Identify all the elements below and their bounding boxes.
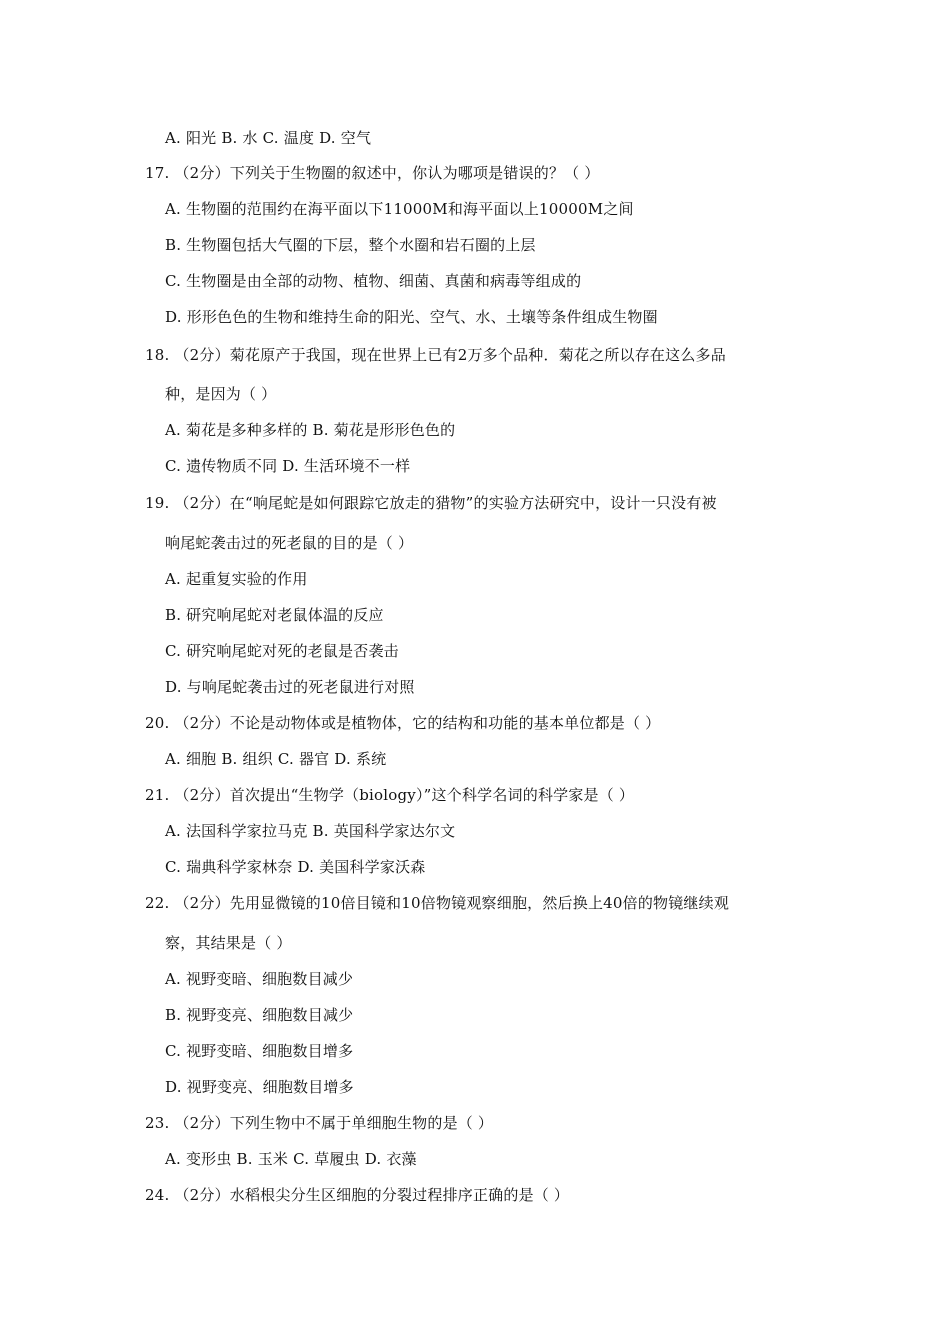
- q19-option-d: D. 与响尾蛇袭击过的死老鼠进行对照: [165, 678, 415, 696]
- q22-stem: 22. （2分）先用显微镜的10倍目镜和10倍物镜观察细胞，然后换上40倍的物镜继续观: [145, 894, 730, 912]
- q18-options-cd: C. 遗传物质不同 D. 生活环境不一样: [165, 457, 411, 475]
- q19-option-b: B. 研究响尾蛇对老鼠体温的反应: [165, 606, 384, 624]
- q22-option-a: A. 视野变暗、细胞数目减少: [165, 970, 354, 988]
- q22-stem-cont: 察，其结果是（ ）: [165, 934, 292, 952]
- q19-stem-cont: 响尾蛇袭击过的死老鼠的目的是（ ）: [165, 534, 414, 552]
- q23-options: A. 变形虫 B. 玉米 C. 草履虫 D. 衣藻: [165, 1150, 417, 1168]
- q24-stem: 24. （2分）水稻根尖分生区细胞的分裂过程排序正确的是（ ）: [145, 1186, 570, 1204]
- q20-options: A. 细胞 B. 组织 C. 器官 D. 系统: [165, 750, 387, 768]
- q17-option-b: B. 生物圈包括大气圈的下层，整个水圈和岩石圈的上层: [165, 236, 536, 254]
- q17-option-a: A. 生物圈的范围约在海平面以下11000M和海平面以上10000M之间: [165, 200, 634, 218]
- q21-options-ab: A. 法国科学家拉马克 B. 英国科学家达尔文: [165, 822, 456, 840]
- q23-stem: 23. （2分）下列生物中不属于单细胞生物的是（ ）: [145, 1114, 494, 1132]
- q18-options-ab: A. 菊花是多种多样的 B. 菊花是形形色色的: [165, 421, 456, 439]
- q19-stem: 19. （2分）在“响尾蛇是如何跟踪它放走的猎物”的实验方法研究中，设计一只没有被: [145, 494, 717, 512]
- q22-option-b: B. 视野变亮、细胞数目减少: [165, 1006, 354, 1024]
- q19-option-a: A. 起重复实验的作用: [165, 570, 308, 588]
- q21-stem: 21. （2分）首次提出“生物学（biology）”这个科学名词的科学家是（ ）: [145, 786, 635, 804]
- q22-option-d: D. 视野变亮、细胞数目增多: [165, 1078, 354, 1096]
- q16-options: A. 阳光 B. 水 C. 温度 D. 空气: [165, 129, 372, 147]
- q17-stem: 17. （2分）下列关于生物圈的叙述中，你认为哪项是错误的？（ ）: [145, 164, 600, 182]
- q17-option-d: D. 形形色色的生物和维持生命的阳光、空气、水、土壤等条件组成生物圈: [165, 308, 658, 326]
- q18-stem: 18. （2分）菊花原产于我国，现在世界上已有2万多个品种．菊花之所以存在这么多品: [145, 346, 726, 364]
- q19-option-c: C. 研究响尾蛇对死的老鼠是否袭击: [165, 642, 399, 660]
- q20-stem: 20. （2分）不论是动物体或是植物体，它的结构和功能的基本单位都是（ ）: [145, 714, 661, 732]
- q21-options-cd: C. 瑞典科学家林奈 D. 美国科学家沃森: [165, 858, 426, 876]
- q22-option-c: C. 视野变暗、细胞数目增多: [165, 1042, 354, 1060]
- q18-stem-cont: 种，是因为（ ）: [165, 385, 277, 403]
- q17-option-c: C. 生物圈是由全部的动物、植物、细菌、真菌和病毒等组成的: [165, 272, 582, 290]
